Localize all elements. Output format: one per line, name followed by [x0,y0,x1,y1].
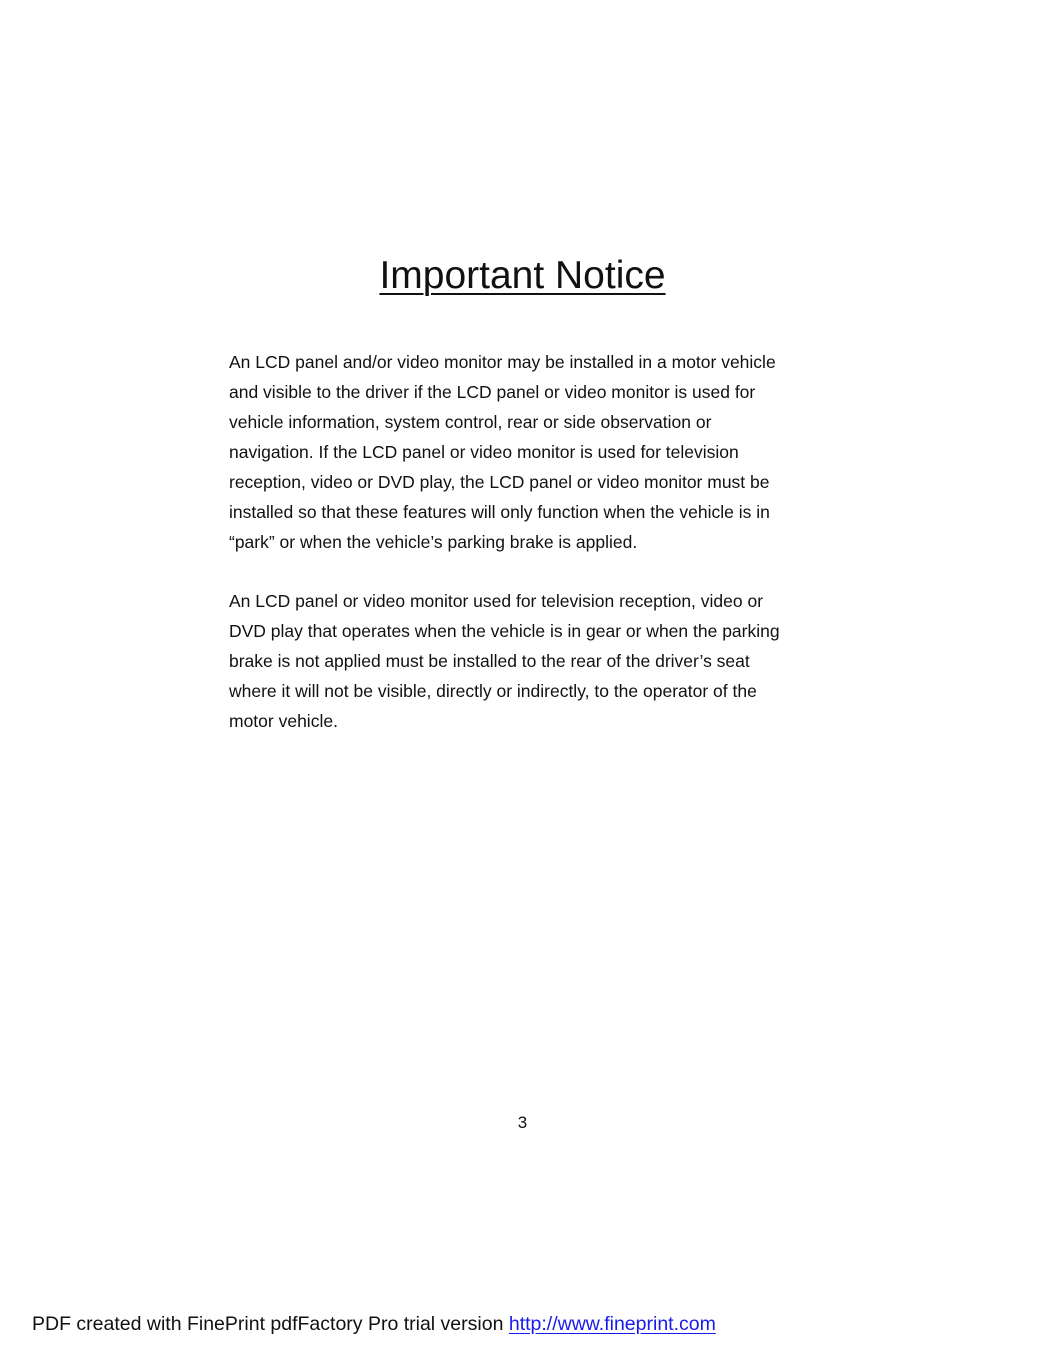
paragraph-line: where it will not be visible, directly or indirectly, to the operator of the [229,681,757,701]
notice-paragraph-2 [229,586,829,736]
paragraph-line: brake is not applied must be installed to the rear of the driver’s seat [229,651,750,671]
notice-paragraph-1 [229,347,829,557]
paragraph-line: navigation. If the LCD panel or video monitor is used for television [229,442,739,462]
paragraph-line: DVD play that operates when the vehicle is in gear or when the parking [229,621,780,641]
paragraph-line: installed so that these features will only function when the vehicle is in [229,502,770,522]
pdf-footer [32,1311,716,1337]
page-title: Important Notice [379,254,666,297]
paragraph-line: motor vehicle. [229,711,338,731]
paragraph-line: An LCD panel or video monitor used for television reception, video or [229,591,764,611]
paragraph-line: “park” or when the vehicle’s parking brake is applied. [229,532,638,552]
paragraph-line: vehicle information, system control, rear or side observation or [229,412,712,432]
paragraph-line: reception, video or DVD play, the LCD panel or video monitor must be [229,472,770,492]
paragraph-line: An LCD panel and/or video monitor may be installed in a motor vehicle [229,352,776,372]
footer-text: PDF created with FinePrint pdfFactory Pro trial version [32,1313,509,1335]
page-number: 3 [517,1113,528,1132]
paragraph-line: and visible to the driver if the LCD panel or video monitor is used for [229,382,756,402]
fineprint-link[interactable]: http://www.fineprint.com [508,1313,716,1335]
